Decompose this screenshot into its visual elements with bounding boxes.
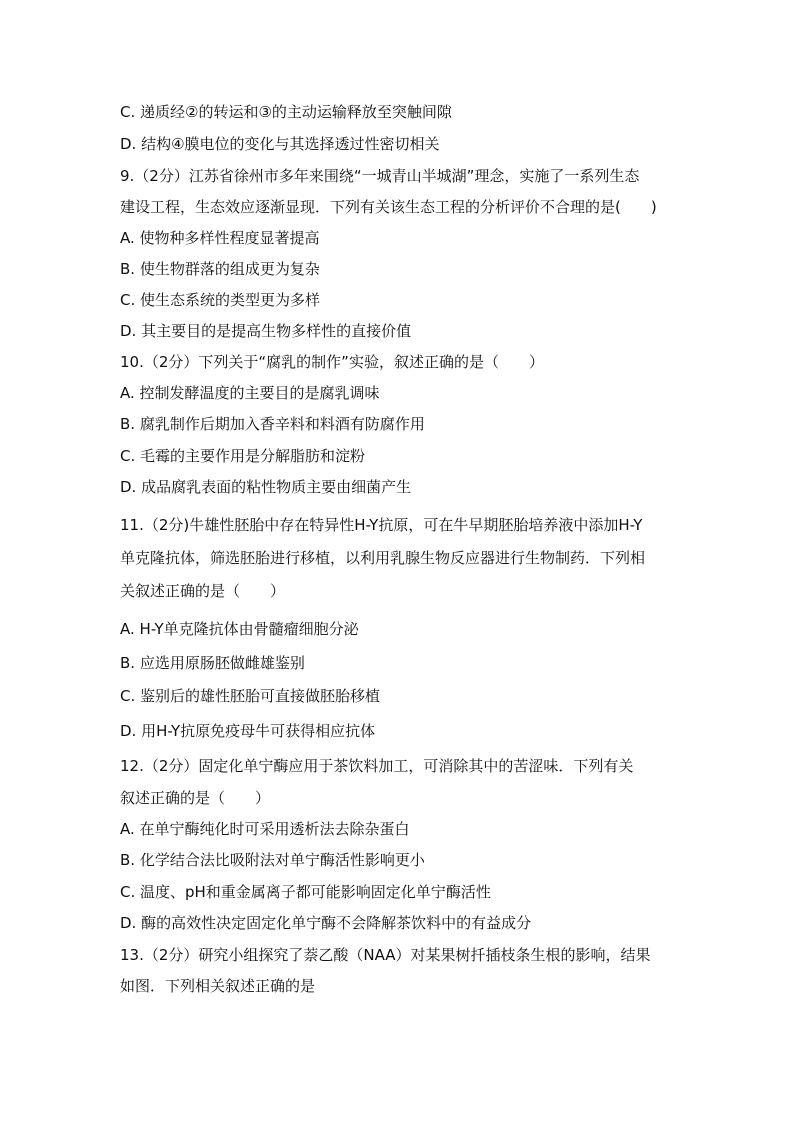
q12-option-a: A. 在单宁酶纯化时可采用透析法去除杂蛋白	[120, 820, 410, 838]
q11-stem-line3: 关叙述正确的是（ ）	[120, 582, 286, 600]
q9-stem-line2: 建设工程，生态效应逐渐显现．下列有关该生态工程的分析评价不合理的是( )	[120, 198, 657, 216]
q9-option-b: B. 使生物群落的组成更为复杂	[120, 260, 320, 278]
q11-option-c: C. 鉴别后的雄性胚胎可直接做胚胎移植	[120, 687, 381, 705]
q8-option-d: D. 结构④膜电位的变化与其选择透过性密切相关	[120, 135, 440, 153]
q9-option-a: A. 使物种多样性程度显著提高	[120, 229, 320, 247]
q11-option-b: B. 应选用原肠胚做雌雄鉴别	[120, 654, 305, 672]
q10-option-b: B. 腐乳制作后期加入香辛料和料酒有防腐作用	[120, 415, 425, 433]
q11-option-a: A. H-Y单克隆抗体由骨髓瘤细胞分泌	[120, 620, 359, 638]
q11-stem-line1: 11.（2分)牛雄性胚胎中存在特异性H-Y抗原，可在牛早期胚胎培养液中添加H-Y	[120, 516, 643, 534]
q8-option-c: C. 递质经②的转运和③的主动运输释放至突触间隙	[120, 103, 452, 121]
q11-option-d: D. 用H-Y抗原免疫母牛可获得相应抗体	[120, 722, 376, 740]
q13-stem-line2: 如图．下列相关叙述正确的是	[120, 977, 316, 995]
q9-option-d: D. 其主要目的是提高生物多样性的直接价值	[120, 322, 412, 340]
q10-option-a: A. 控制发酵温度的主要目的是腐乳调味	[120, 384, 380, 402]
q13-stem-line1: 13.（2分）研究小组探究了萘乙酸（NAA）对某果树扦插枝条生根的影响，结果	[120, 946, 651, 964]
q12-option-d: D. 酶的高效性决定固定化单宁酶不会降解茶饮料中的有益成分	[120, 914, 532, 932]
q12-stem-line2: 叙述正确的是（ ）	[120, 789, 271, 807]
q10-stem: 10.（2分）下列关于“腐乳的制作”实验，叙述正确的是（ ）	[120, 353, 544, 371]
q12-option-c: C. 温度、pH和重金属离子都可能影响固定化单宁酶活性	[120, 883, 491, 901]
q12-stem-line1: 12.（2分）固定化单宁酶应用于茶饮料加工，可消除其中的苦涩味．下列有关	[120, 757, 634, 775]
q11-stem-line2: 单克隆抗体，筛选胚胎进行移植，以利用乳腺生物反应器进行生物制药．下列相	[120, 549, 646, 567]
q9-option-c: C. 使生态系统的类型更为多样	[120, 291, 321, 309]
q9-stem-line1: 9.（2分）江苏省徐州市多年来围绕“一城青山半城湖”理念，实施了一系列生态	[120, 167, 640, 185]
q10-option-c: C. 毛霉的主要作用是分解脂肪和淀粉	[120, 447, 366, 465]
q12-option-b: B. 化学结合法比吸附法对单宁酶活性影响更小	[120, 851, 425, 869]
q10-option-d: D. 成品腐乳表面的粘性物质主要由细菌产生	[120, 478, 412, 496]
